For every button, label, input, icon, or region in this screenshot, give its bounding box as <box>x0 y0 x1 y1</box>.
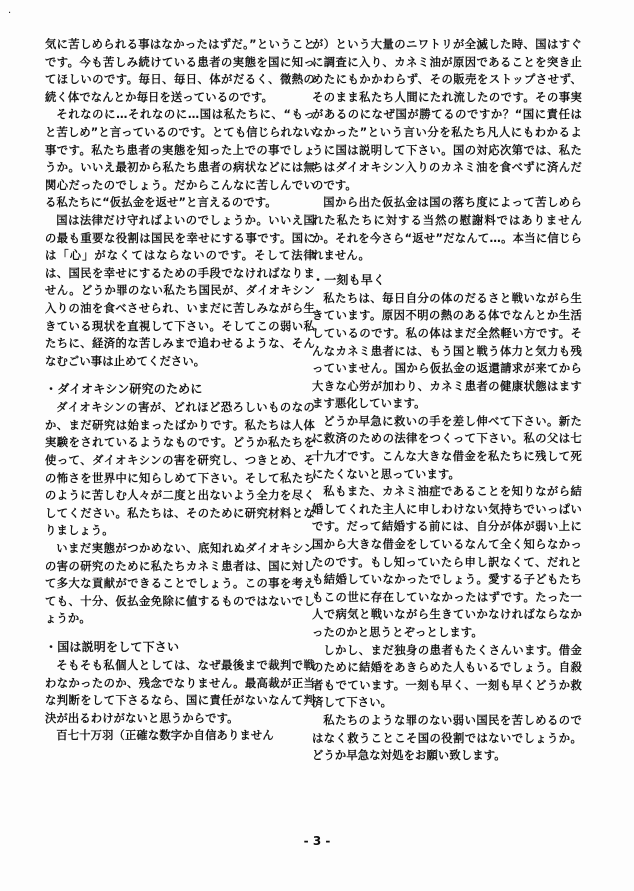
paragraph: いまだ実態がつかめない、底知れぬダイオキシンの害の研究のために私たちカネミ患者は、国に対して多大な貢献ができることでしょう。この事を考えても、十分、仮払金免除に値するものではないでしょうか。 <box>45 542 315 626</box>
paragraph: 百七十万羽（正確な数字か自信ありません <box>56 729 274 743</box>
left-column <box>45 36 315 745</box>
section-heading: ・国は説明をして下さい <box>45 640 180 654</box>
paragraph: 国は法律だけ守ればよいのでしょうか。いいえ国の最も重要な役割は国民を幸せにする事です。国には「心」がなくてはならないのです。そして法律は、国民を幸せにするための手段でなければなりません。どうか罪のない私たち国民が、ダイオキシン入りの油を食べさせられ、いまだに苦しみながら生きている現状を直視して下さい。そしてこの弱い私たちに、経済的な苦しみまで追わせるような、そんなむごい事は止めてください。 <box>45 213 315 368</box>
page-number: - 3 - <box>303 834 331 848</box>
paragraph: が）という大量のニワトリが全滅した時、国はすぐに調査に入り、カネミ油が原因であることを突き止めたにもかかわらず、その販売をストップさせず、そのまま私たち人間にたれ流したのです。その事実があるのになぜ国が勝てるのですか？“国に責任はなかった”という言い分を私たち凡人にもわかるように国は説明して下さい。国の対応次第では、私たちはダイオキシン入りのカネミ油を食べずに済んだのです。 <box>312 38 582 192</box>
section-heading: ・一刻も早く <box>312 272 386 287</box>
paragraph: ダイオキシンの害が、どれほど恐ろしいものなのか、まだ研究は始まったばかりです。私たちは人体実験をされているようなものです。どうか私たちを使って、ダイオキシンの害を研究し、つきとめ、その怖さを世界中に知らしめて下さい。そして私たちのように苦しむ人々が二度と出ないよう全力を尽くしてください。私たちは、そのために研究材料となりましょう。 <box>45 401 315 538</box>
right-column <box>312 36 582 765</box>
paragraph: しかし、まだ独身の患者もたくさんいます。借金のために結婚をあきらめた人もいるでしょう。自殺者もでています。一刻も早く、一刻も早くどうか救済して下さい。 <box>312 643 582 710</box>
paragraph: 私たちのような罪のない弱い国民を苦しめるのではなく救うことこそ国の役割ではないでしょうか。どうか早急な対処をお願い致します。 <box>312 713 582 763</box>
paragraph: 私たちは、毎日自分の体のだるさと戦いながら生きています。原因不明の熱のある体でなんとか生活しているのです。私の体はまだ全然軽い方です。そんなカネミ患者には、もう国と戦う体力と気力も残っていません。国から仮払金の返還請求が来てから大きな心労が加わり、カネミ患者の健康状態はますます悪化しています。 <box>312 291 582 411</box>
scan-speck: · <box>8 8 12 19</box>
paragraph: どうか早急に救いの手を差し伸べて下さい。新たに救済のための法律をつくって下さい。私の父は七十九才です。こんな大きな借金を私たちに残して死にたくないと思っています。 <box>312 414 582 481</box>
paragraph: そもそも私個人としては、なぜ最後まで裁判で戦わなかったのか、残念でなりません。最高裁が正当な判断をして下さるなら、国に責任がないなんて判決が出るわけがないと思うからです。 <box>45 659 315 725</box>
paragraph: 気に苦しめられる事はなかったはずだ。”ということです。今も苦しみ続けている患者の実態を国に知ってほしいのです。毎日、毎日、体がだるく、微熱の続く体でなんとか毎日を送っているのです。 <box>45 38 315 104</box>
paragraph: それなのに…それなのに…国は私たちに、“もっと苦しめ”と言っているのです。とても信じられない事です。私たち患者の実態を知った上での事でしょうか。いいえ最初から私たち患者の病状などには無関心だったのでしょう。だからこんなに苦しんでいる私たちに“仮払金を返せ”と言えるのです。 <box>45 108 315 210</box>
paragraph: 国から出た仮払金は国の落ち度によって苦しめられた私たちに対する当然の慰謝料ではありませんか。それを今さら“返せ”だなんて…。本当に信じられません。 <box>312 196 582 263</box>
section-heading: ・ダイオキシン研究のために <box>45 382 203 397</box>
paragraph: 私もまた、カネミ油症であることを知りながら結婚してくれた主人に申しわけない気持ちでいっぱいです。だって結婚する前には、自分が体が弱い上に国から大きな借金をしているなんて全く知らなかったのです。もし知っていたら申し訳なくて、だれとも結婚していなかったでしょう。愛する子どもたちもこの世に存在していなかったはずです。たった一人で病気と戦いながら生きていかなければならなかったのかと思うとぞっとします。 <box>312 485 582 639</box>
